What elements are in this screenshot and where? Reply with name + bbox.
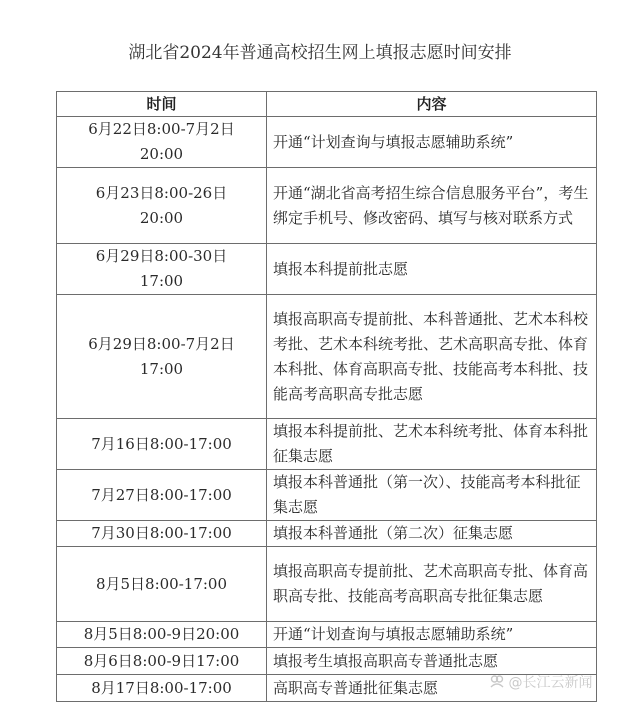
table-row [57, 117, 597, 168]
content-cell: 高职高专普通批征集志愿 [267, 675, 597, 702]
document-title: 湖北省2024年普通高校招生网上填报志愿时间安排 [128, 43, 512, 63]
content-cell: 填报高职高专提前批、艺术高职高专批、体育高职高专批、技能高考高职高专批征集志愿 [267, 547, 597, 622]
content-cell: 填报本科提前批志愿 [267, 244, 597, 295]
time-line: 6月29日8:00-7月2日 [88, 334, 235, 353]
account-icon [490, 675, 508, 691]
time-line: 20:00 [139, 208, 184, 227]
schedule-table [56, 91, 597, 702]
time-cell [57, 295, 267, 419]
time-cell: 8月6日8:00-9日17:00 [57, 648, 267, 675]
time-cell: 7月27日8:00-17:00 [57, 470, 267, 521]
content-cell: 填报高职高专提前批、本科普通批、艺术本科校考批、艺术本科统考批、艺术高职高专批、体育本科批、体育高职高专批、技能高考本科批、技能高考高职高专批志愿 [267, 295, 597, 419]
time-cell [57, 117, 267, 168]
time-line: 17:00 [139, 359, 184, 378]
time-cell [57, 168, 267, 244]
time-line: 6月22日8:00-7月2日 [88, 120, 235, 138]
table-row [57, 521, 597, 547]
table-body [57, 117, 597, 702]
content-cell: 填报本科普通批（第一次）、技能高考本科批征集志愿 [267, 470, 597, 521]
table-row [57, 470, 597, 521]
time-line: 6月23日8:00-26日 [95, 183, 228, 202]
table-row [57, 295, 597, 419]
header-time: 时间 [57, 92, 267, 117]
header-content: 内容 [267, 92, 597, 117]
time-line: 20:00 [139, 145, 184, 163]
table-header-row [57, 92, 597, 117]
content-cell: 填报本科提前批、艺术本科统考批、体育本科批征集志愿 [267, 419, 597, 470]
time-line: 17:00 [139, 272, 184, 290]
content-cell: 开通“计划查询与填报志愿辅助系统” [267, 117, 597, 168]
table-row [57, 547, 597, 622]
time-cell [57, 244, 267, 295]
table-row [57, 419, 597, 470]
content-cell: 填报本科普通批（第二次）征集志愿 [267, 521, 597, 547]
watermark [490, 672, 592, 692]
table-row [57, 244, 597, 295]
time-cell: 8月17日8:00-17:00 [57, 675, 267, 702]
table-row [57, 622, 597, 648]
watermark-text: @长江云新闻 [508, 675, 593, 691]
time-cell: 7月16日8:00-17:00 [57, 419, 267, 470]
table-row [57, 648, 597, 675]
time-cell: 8月5日8:00-9日20:00 [57, 622, 267, 648]
content-cell: 开通“计划查询与填报志愿辅助系统” [267, 622, 597, 648]
time-line: 6月29日8:00-30日 [95, 247, 228, 265]
content-cell: 开通“湖北省高考招生综合信息服务平台”，考生绑定手机号、修改密码、填写与核对联系方式 [267, 168, 597, 244]
time-cell: 7月30日8:00-17:00 [57, 521, 267, 547]
table-row [57, 168, 597, 244]
time-cell: 8月5日8:00-17:00 [57, 547, 267, 622]
content-cell: 填报考生填报高职高专普通批志愿 [267, 648, 597, 675]
